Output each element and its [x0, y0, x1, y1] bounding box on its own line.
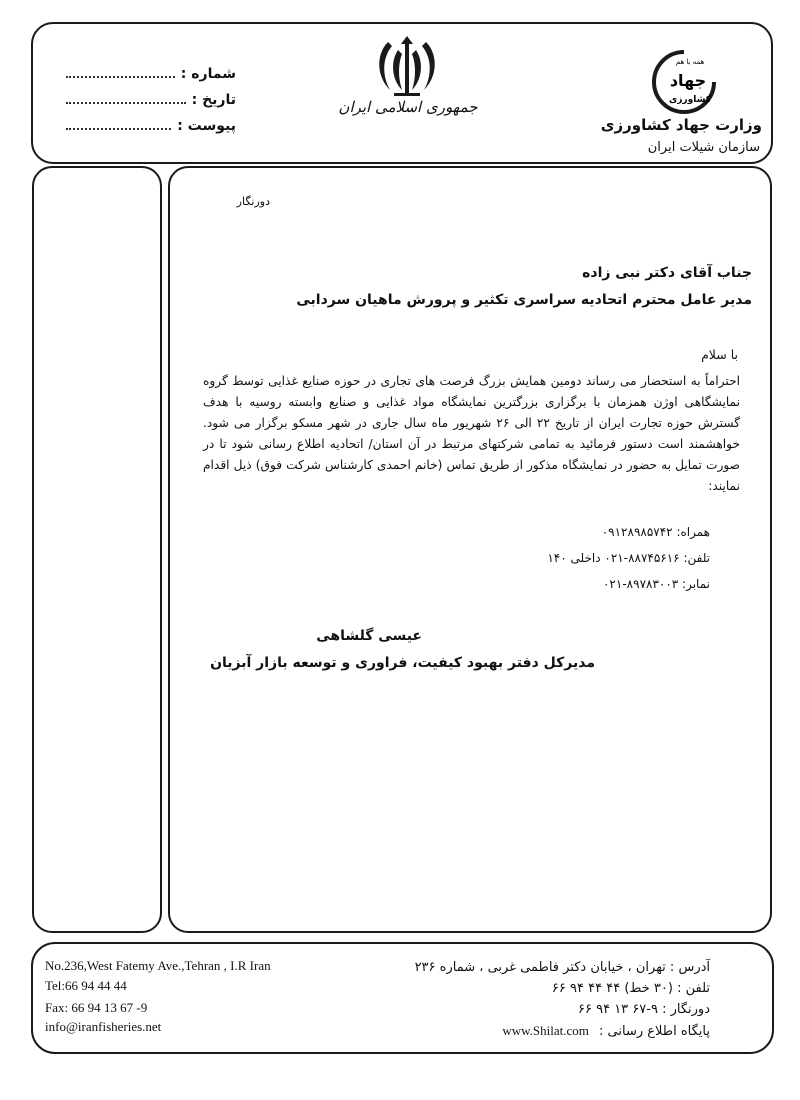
left-margin-frame — [32, 166, 162, 933]
letter-body: احتراماً به استحضار می رساند دومین همایش بزرگ فرصت های تجاری در حوزه صنایع غذایی توسط گروه نمایشگاهی اوژن همزمان با برگزاری بزرگترین نمایشگاه مواد غذایی و صنایع وابسته روسیه با هدف گسترش حوزه تجارت ایران از تاریخ ۲۲ الی ۲۶ شهریور ماه سال جاری در شهر مسکو برگزار می شود. خواهشمند است دستور فرمائید به تمامی شرکتهای مرتبط در آن استان/ اتحادیه اطلاع رسانی شود تا در صورت تمایل به حضور در نمایشگاه مذکور از طریق تماس (خانم احمدی کارشناس شرکت فوق) ذیل اقدام نمایند: — [203, 374, 740, 493]
date-dots — [66, 102, 186, 104]
iran-emblem-icon — [374, 36, 440, 98]
signer-name: عیسی گلشاهی — [316, 628, 422, 644]
greeting: با سلام — [701, 347, 738, 362]
footer-website: www.Shilat.com — [502, 1023, 589, 1038]
footer-website-row — [502, 1023, 710, 1039]
footer-fax-en: Fax: 66 94 13 67 -9 — [45, 1000, 148, 1015]
attachment-label: پیوست : — [177, 118, 236, 134]
organization-name: سازمان شیلات ایران — [647, 140, 760, 155]
logo-bottom-text: کشاورزی — [669, 95, 711, 105]
signer-title: مدیرکل دفتر بهبود کیفیت، فراوری و توسعه بازار آبزیان — [210, 655, 595, 671]
letter-body-frame — [168, 166, 772, 933]
footer-address-fa: آدرس : تهران ، خیابان دکتر فاطمی غربی ، شماره ۲۳۶ — [414, 960, 710, 975]
contact-mobile: همراه: ۰۹۱۲۸۹۸۵۷۴۲ — [601, 525, 710, 539]
number-dots — [66, 76, 175, 78]
number-label: شماره : — [180, 66, 236, 82]
date-label: تاریخ : — [191, 92, 236, 108]
footer-fax-fa: دورنگار : ۹-۶۷ ۱۳ ۹۴ ۶۶ — [577, 1002, 710, 1017]
attachment-field — [66, 112, 236, 134]
number-field — [66, 60, 236, 82]
footer-website-label: پایگاه اطلاع رسانی : — [599, 1024, 710, 1039]
ministry-name: وزارت جهاد کشاورزی — [600, 116, 762, 134]
footer-tel-fa: تلفن : (۳۰ خط) ۴۴ ۴۴ ۹۴ ۶۶ — [551, 981, 710, 996]
date-field — [66, 86, 236, 108]
footer-address-en: No.236,West Fatemy Ave.,Tehran , I.R Iran — [45, 958, 271, 973]
logo-main-text: جهاد — [669, 71, 707, 90]
attachment-dots — [66, 128, 171, 130]
recipient-name: جناب آقای دکتر نبی زاده — [582, 265, 752, 281]
logo-top-text: همه با هم — [675, 58, 705, 66]
contact-phone: تلفن: ۸۸۷۴۵۶۱۶-۰۲۱ داخلی ۱۴۰ — [547, 551, 710, 565]
ministry-logo — [648, 44, 728, 116]
recipient-title: مدیر عامل محترم اتحادیه سراسری تکثیر و پرورش ماهیان سردابی — [296, 292, 752, 308]
emblem-caption: جمهوری اسلامی ایران — [338, 98, 478, 116]
footer-email-en: info@iranfisheries.net — [45, 1019, 162, 1034]
footer-tel-en: Tel:66 94 44 44 — [45, 978, 127, 993]
contact-fax: نمابر: ۸۹۷۸۳۰۰۳-۰۲۱ — [602, 577, 710, 591]
send-method: دورنگار — [236, 195, 270, 208]
